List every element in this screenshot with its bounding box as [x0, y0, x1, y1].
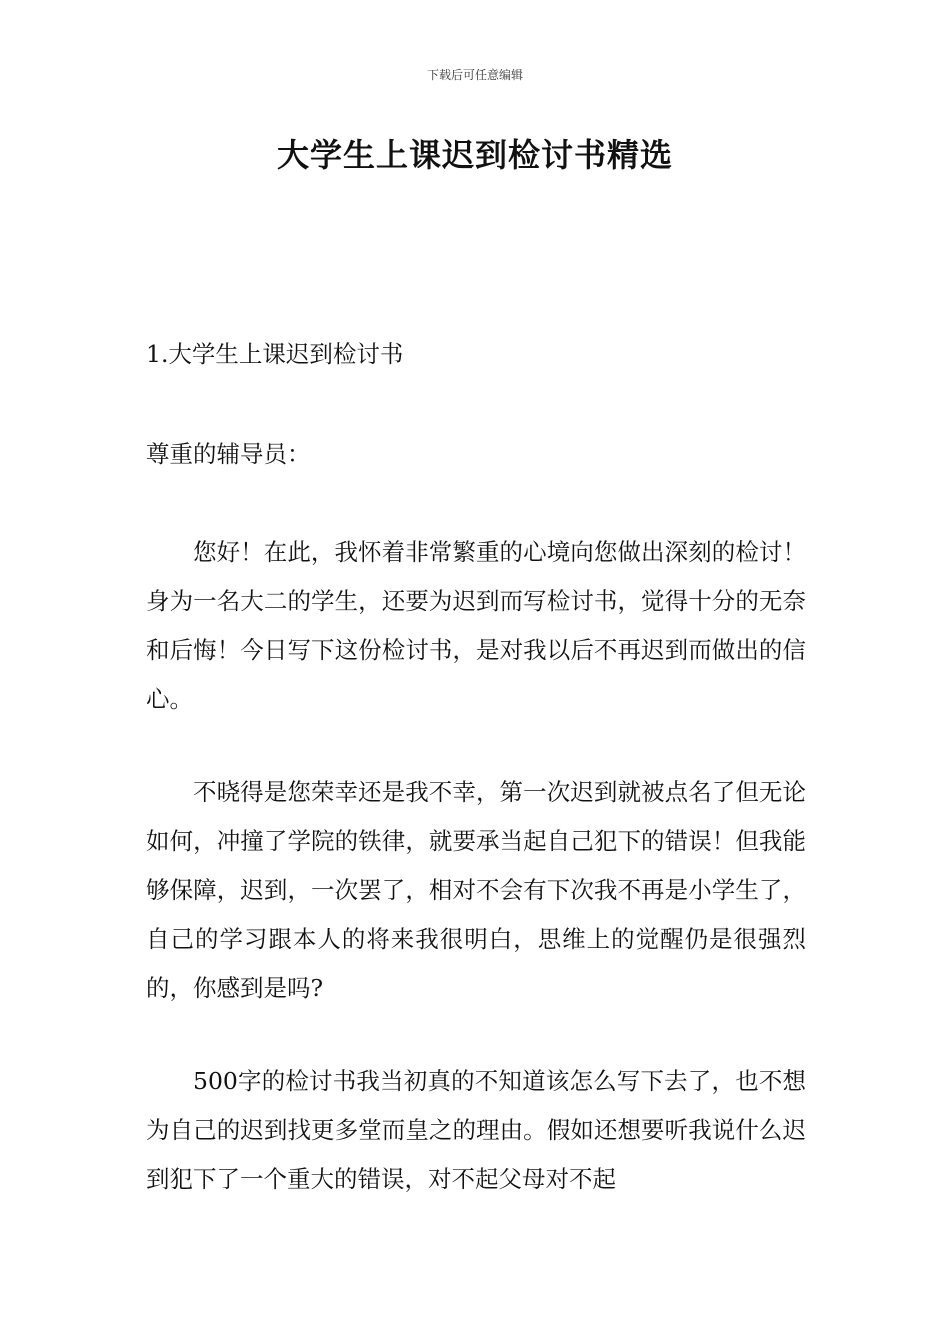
document-title: 大学生上课迟到检讨书精选 [276, 136, 673, 174]
section-heading: 1.大学生上课迟到检讨书 [146, 340, 404, 368]
header-note: 下载后可任意编辑 [426, 68, 523, 82]
document-body [146, 330, 806, 1248]
paragraph-1: 您好！在此，我怀着非常繁重的心境向您做出深刻的检讨！身为一名大二的学生，还要为迟到而写检讨书，觉得十分的无奈和后悔！今日写下这份检讨书，是对我以后不再迟到而做出的信心。 [146, 538, 806, 713]
paragraph-3: 500字的检讨书我当初真的不知道该怎么写下去了，也不想为自己的迟到找更多堂而皇之的理由。假如还想要听我说什么迟到犯下了一个重大的错误，对不起父母对不起 [146, 1067, 806, 1193]
paragraph-2: 不晓得是您荣幸还是我不幸，第一次迟到就被点名了但无论如何，冲撞了学院的铁律，就要承当起自己犯下的错误！但我能够保障，迟到，一次罢了，相对不会有下次我不再是小学生了，自己的学习跟本人的将来我很明白，思维上的觉醒仍是很强烈的，你感到是吗? [146, 778, 806, 1002]
salutation: 尊重的辅导员： [146, 440, 311, 468]
